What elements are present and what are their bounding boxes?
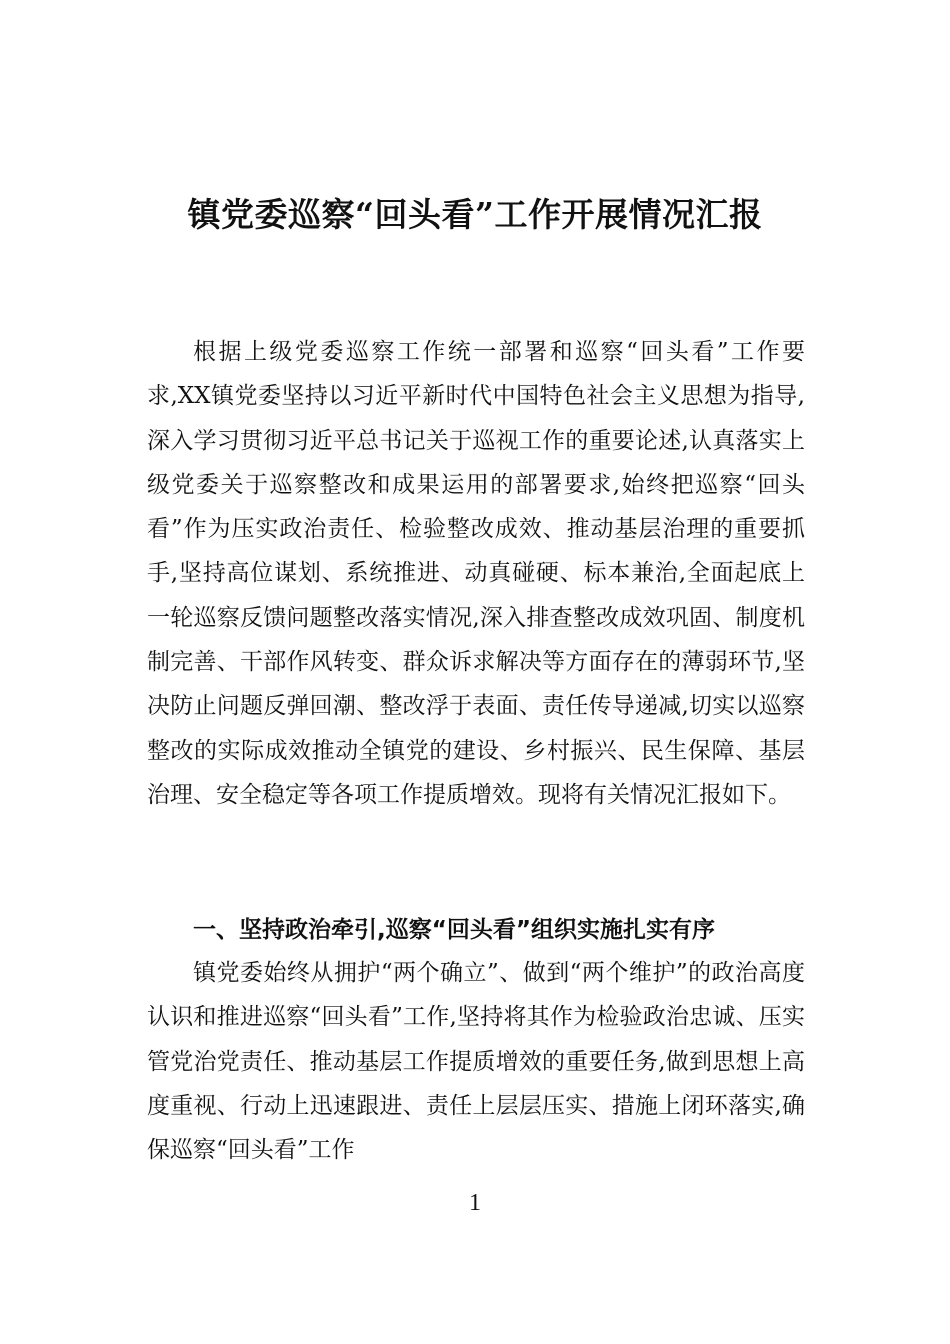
document-title: 镇党委巡察“回头看”工作开展情况汇报: [187, 195, 763, 234]
page-number: 1: [469, 1190, 481, 1216]
section-heading: 一、坚持政治牵引,巡察“回头看”组织实施扎实有序: [193, 917, 715, 943]
intro-paragraph: 根据上级党委巡察工作统一部署和巡察“回头看”工作要求,XX镇党委坚持以习近平新时代中国特色社会主义思想为指导,深入学习贯彻习近平总书记关于巡视工作的重要论述,认真落实上级党委关于巡察整改和成果运用的部署要求,始终把巡察“回头看”作为压实政治责任、检验整改成效、推动基层治理的重要抓手,坚持高位谋划、系统推进、动真碰硬、标本兼治,全面起底上一轮巡察反馈问题整改落实情况,深入排查整改成效巩固、制度机制完善、干部作风转变、群众诉求解决等方面存在的薄弱环节,坚决防止问题反弹回潮、整改浮于表面、责任传导递减,切实以巡察整改的实际成效推动全镇党的建设、乡村振兴、民生保障、基层治理、安全稳定等各项工作提质增效。现将有关情况汇报如下。: [147, 339, 805, 808]
section-paragraph: 镇党委始终从拥护“两个确立”、做到“两个维护”的政治高度认识和推进巡察“回头看”工作,坚持将其作为检验政治忠诚、压实管党治党责任、推动基层工作提质增效的重要任务,做到思想上高度重视、行动上迅速跟进、责任上层层压实、措施上闭环落实,确保巡察“回头看”工作: [147, 960, 805, 1164]
